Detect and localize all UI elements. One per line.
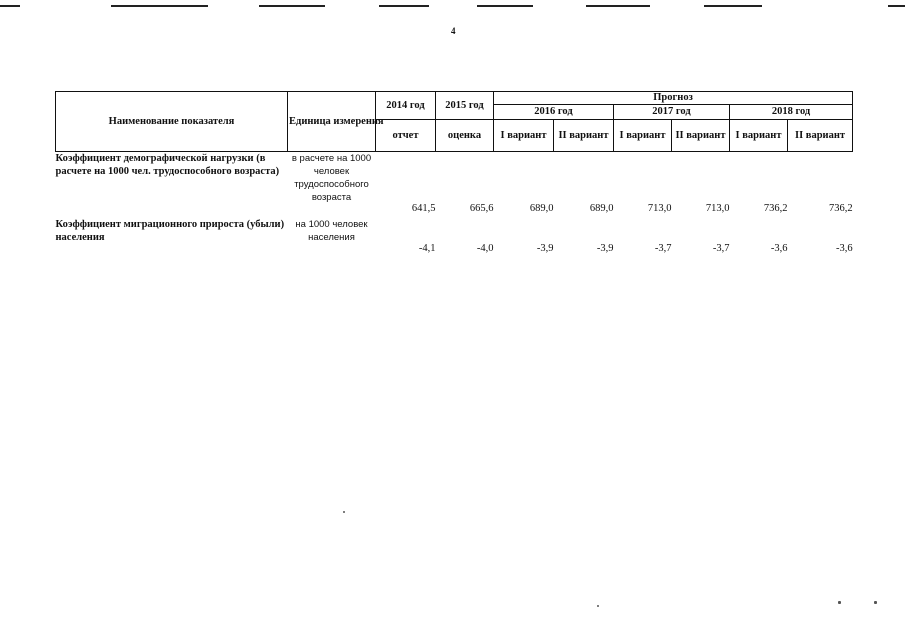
- scan-artifact-line: [379, 5, 429, 7]
- value-2015-estimate: -4,0: [476, 242, 494, 254]
- value-2017-variant-2: -3,7: [712, 242, 730, 254]
- header-2017-variant-1: I вариант: [614, 120, 672, 152]
- indicators-table: [55, 91, 853, 254]
- page-number: 4: [451, 26, 456, 36]
- value-2018-variant-1: 736,2: [763, 202, 788, 214]
- value-2016-variant-1: 689,0: [529, 202, 554, 214]
- value-2016-variant-1: -3,9: [536, 242, 554, 254]
- row-indicator-name: Коэффициент миграционного прироста (убыли) населения: [55, 218, 285, 243]
- row-unit: в расчете на 1000 человек трудоспособного возраста: [291, 153, 372, 203]
- value-2017-variant-2: 713,0: [705, 202, 730, 214]
- header-year-2015: 2015 год: [436, 92, 494, 120]
- scan-artifact-line: [704, 5, 762, 7]
- scan-speck: [874, 601, 877, 604]
- scan-speck: [597, 605, 599, 607]
- value-2018-variant-2: -3,6: [835, 242, 853, 254]
- scan-artifact-line: [477, 5, 533, 7]
- value-2018-variant-1: -3,6: [770, 242, 788, 254]
- value-2014-report: -4,1: [418, 242, 436, 254]
- header-2016-variant-2: II вариант: [554, 120, 614, 152]
- header-indicator: Наименование показателя: [56, 92, 288, 152]
- scan-speck: [838, 601, 841, 604]
- header-unit: Единица измерения: [288, 92, 376, 152]
- header-2016-variant-1: I вариант: [494, 120, 554, 152]
- value-2014-report: 641,5: [411, 202, 436, 214]
- header-year-2017: 2017 год: [614, 105, 730, 120]
- scan-artifact-line: [888, 5, 905, 7]
- header-estimate: оценка: [436, 120, 494, 152]
- scan-artifact-line: [259, 5, 325, 7]
- header-report: отчет: [376, 120, 436, 152]
- value-2018-variant-2: 736,2: [828, 202, 853, 214]
- header-year-2018: 2018 год: [730, 105, 853, 120]
- value-2016-variant-2: -3,9: [596, 242, 614, 254]
- scan-artifact-line: [0, 5, 20, 7]
- value-2016-variant-2: 689,0: [589, 202, 614, 214]
- scan-artifact-line: [111, 5, 208, 7]
- table-row: [56, 218, 853, 254]
- value-2017-variant-1: 713,0: [647, 202, 672, 214]
- scan-speck: [343, 511, 345, 513]
- header-year-2014: 2014 год: [376, 92, 436, 120]
- header-2018-variant-1: I вариант: [730, 120, 788, 152]
- row-indicator-name: Коэффициент демографической нагрузки (в расчете на 1000 чел. трудоспособного возраста): [55, 153, 280, 177]
- header-year-2016: 2016 год: [494, 105, 614, 120]
- value-2015-estimate: 665,6: [469, 202, 494, 214]
- header-2017-variant-2: II вариант: [672, 120, 730, 152]
- row-unit: на 1000 человек населения: [295, 218, 368, 243]
- header-2018-variant-2: II вариант: [788, 120, 853, 152]
- value-2017-variant-1: -3,7: [654, 242, 672, 254]
- header-forecast: Прогноз: [494, 92, 853, 105]
- table-row: [56, 152, 853, 214]
- scan-artifact-line: [586, 5, 650, 7]
